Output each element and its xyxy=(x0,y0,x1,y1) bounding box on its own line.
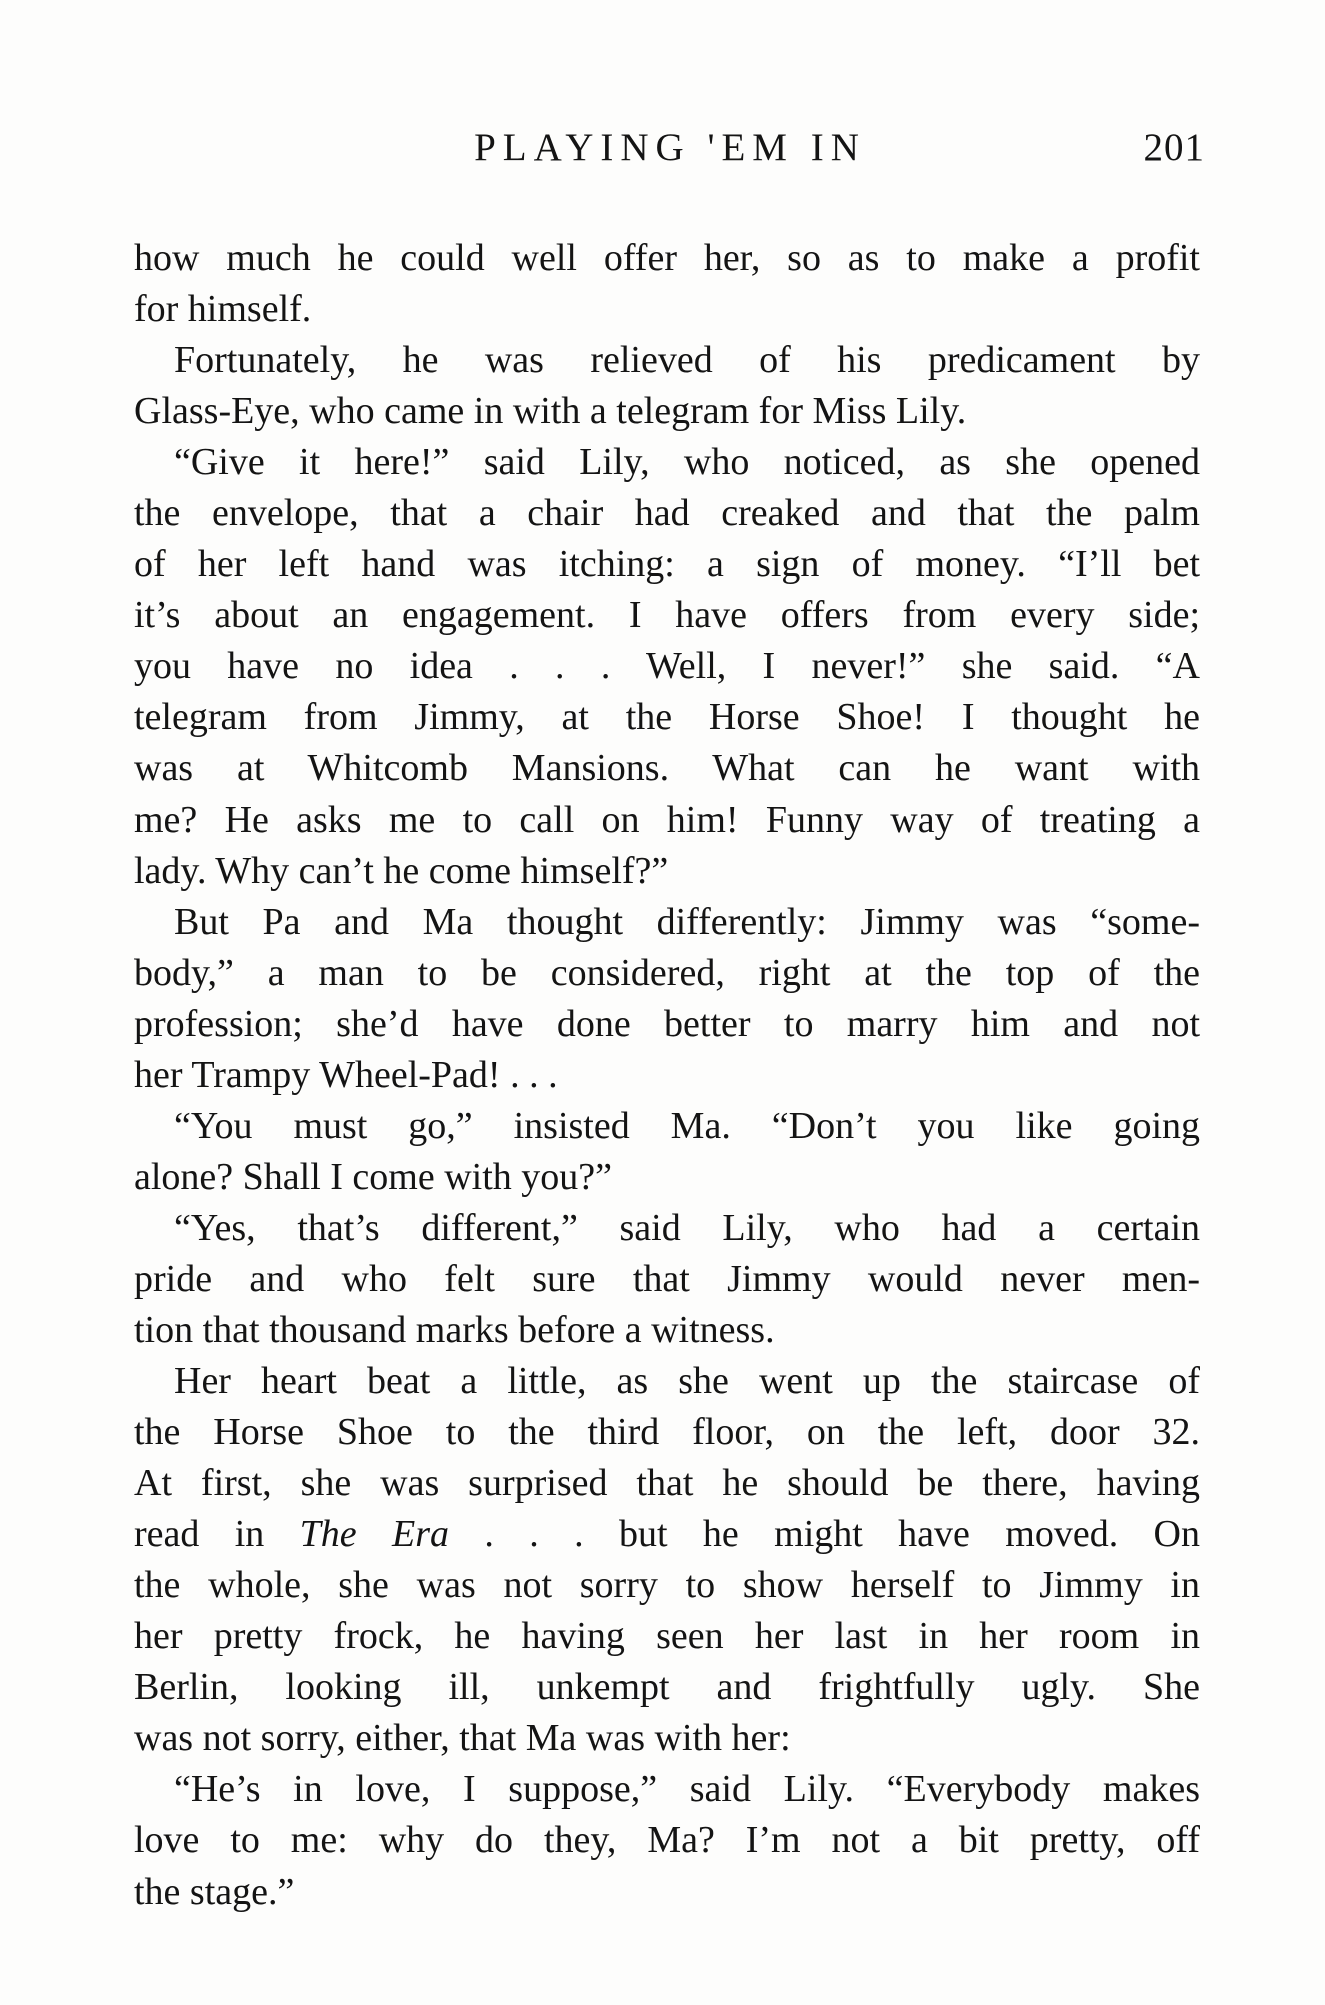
text-line-segment: . . . but he might have moved. On xyxy=(449,1513,1200,1556)
text-line: of her left hand was itching: a sign of money. “I’ll bet xyxy=(134,543,1200,586)
text-line: the envelope, that a chair had creaked and that the palm xyxy=(134,492,1200,535)
text-line: her pretty frock, he having seen her last in her room in xyxy=(134,1615,1200,1658)
text-line: me? He asks me to call on him! Funny way of treating a xyxy=(134,798,1200,841)
text-line: her Trampy Wheel-Pad! . . . xyxy=(134,1053,558,1096)
text-line: for himself. xyxy=(134,288,312,331)
text-line: the stage.” xyxy=(134,1870,295,1913)
text-line: the whole, she was not sorry to show herself to Jimmy in xyxy=(134,1564,1200,1607)
text-line: body,” a man to be considered, right at the top of the xyxy=(134,951,1200,994)
text-line: telegram from Jimmy, at the Horse Shoe! I thought he xyxy=(134,696,1200,739)
text-line: But Pa and Ma thought differently: Jimmy was “some- xyxy=(174,900,1200,943)
text-line: lady. Why can’t he come himself?” xyxy=(134,849,669,892)
text-line: Berlin, looking ill, unkempt and frightfully ugly. She xyxy=(134,1666,1200,1709)
text-line: was not sorry, either, that Ma was with her: xyxy=(134,1717,791,1760)
running-head-title: PLAYING 'EM IN xyxy=(474,126,866,169)
body-text xyxy=(134,233,1200,1918)
text-line: “He’s in love, I suppose,” said Lily. “Everybody makes xyxy=(174,1768,1200,1811)
text-line-segment: read in xyxy=(134,1513,300,1556)
text-line: Her heart beat a little, as she went up the staircase of xyxy=(174,1360,1200,1403)
text-line: how much he could well offer her, so as to make a profit xyxy=(134,237,1200,279)
text-line xyxy=(134,1509,1200,1560)
text-line: “Give it here!” said Lily, who noticed, as she opened xyxy=(174,441,1200,484)
text-line: “You must go,” insisted Ma. “Don’t you like going xyxy=(174,1104,1200,1147)
publication-title: The Era xyxy=(299,1513,450,1556)
text-line: alone? Shall I come with you?” xyxy=(134,1155,613,1198)
text-line: the Horse Shoe to the third floor, on the left, door 32. xyxy=(134,1411,1200,1454)
text-line: you have no idea . . . Well, I never!” she said. “A xyxy=(134,645,1200,688)
text-line: “Yes, that’s different,” said Lily, who had a certain xyxy=(174,1206,1200,1249)
running-head xyxy=(135,118,1205,178)
text-line: tion that thousand marks before a witness. xyxy=(134,1308,775,1351)
text-line: pride and who felt sure that Jimmy would never men- xyxy=(134,1257,1200,1300)
text-line: it’s about an engagement. I have offers from every side; xyxy=(134,594,1200,637)
text-line: Fortunately, he was relieved of his predicament by xyxy=(174,339,1200,382)
text-line: love to me: why do they, Ma? I’m not a bit pretty, off xyxy=(134,1819,1200,1862)
text-line: At first, she was surprised that he should be there, having xyxy=(134,1462,1200,1505)
text-line: Glass-Eye, who came in with a telegram for Miss Lily. xyxy=(134,390,967,433)
page-number: 201 xyxy=(1143,126,1205,169)
text-line: profession; she’d have done better to marry him and not xyxy=(134,1002,1200,1045)
text-line: was at Whitcomb Mansions. What can he want with xyxy=(134,747,1200,790)
